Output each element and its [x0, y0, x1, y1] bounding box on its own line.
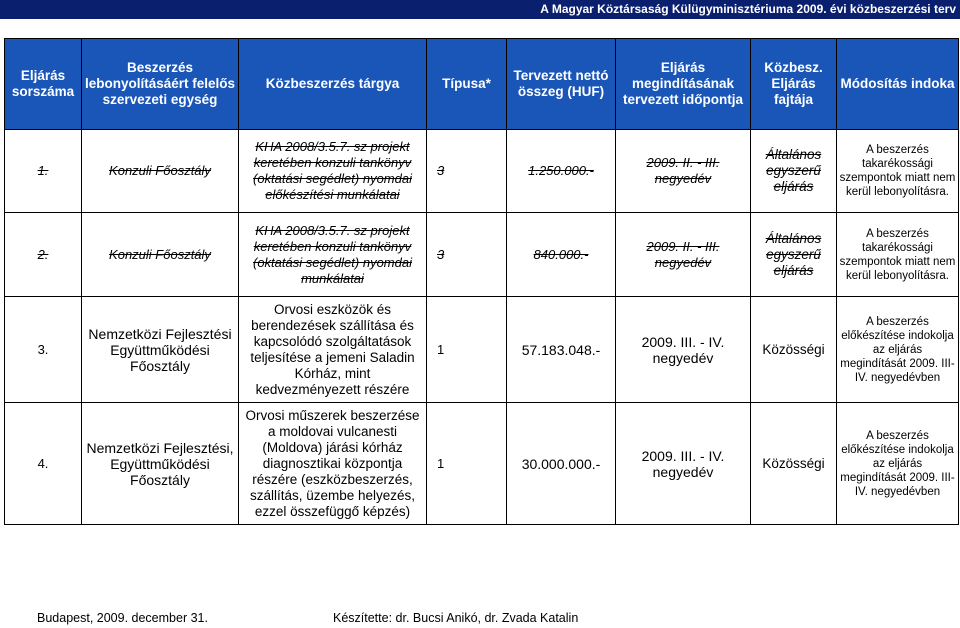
table-row	[5, 213, 959, 297]
footer-place-date: Budapest, 2009. december 31.	[37, 611, 208, 625]
row-unit: Konzuli Főosztály	[82, 130, 239, 213]
row-number: 3.	[5, 297, 82, 403]
row-kind: Általános egyszerű eljárás	[751, 130, 837, 213]
column-header-kind: Közbesz. Eljárás fajtája	[751, 39, 837, 130]
row-subject: KHA 2008/3.5.7. sz projekt keretében konzuli tankönyv (oktatási segédlet) nyomdai előkészítési munkálatai	[239, 130, 427, 213]
footer-author: Készítette: dr. Bucsi Anikó, dr. Zvada Katalin	[333, 611, 579, 625]
row-unit: Konzuli Főosztály	[82, 213, 239, 297]
table-row	[5, 130, 959, 213]
row-subject: Orvosi eszközök és berendezések szállítása és kapcsolódó szolgáltatások teljesítése a jemeni Saladin Kórház, mint kedvezményezett részére	[239, 297, 427, 403]
row-subject: KHA 2008/3.5.7. sz projekt keretében konzuli tankönyv (oktatási segédlet) nyomdai munkálatai	[239, 213, 427, 297]
column-header-unit: Beszerzés lebonyolításáért felelős szervezeti egység	[82, 39, 239, 130]
row-reason: A beszerzés takarékossági szempontok miatt nem kerül lebonyolításra.	[837, 130, 959, 213]
row-type: 3	[427, 213, 507, 297]
column-header-number: Eljárás sorszáma	[5, 39, 82, 130]
procurement-plan-table	[4, 38, 959, 525]
row-date: 2009. II. - III. negyedév	[616, 130, 751, 213]
row-type: 1	[427, 403, 507, 525]
row-date: 2009. III. - IV. negyedév	[616, 297, 751, 403]
row-date: 2009. III. - IV. negyedév	[616, 403, 751, 525]
row-kind: Közösségi	[751, 297, 837, 403]
row-subject: Orvosi műszerek beszerzése a moldovai vulcanesti (Moldova) járási kórház diagnosztikai központja részére (eszközbeszerzés, szállítás, üzembe helyezés, ezzel összefüggő képzés)	[239, 403, 427, 525]
row-number: 4.	[5, 403, 82, 525]
column-header-amount: Tervezett nettó összeg (HUF)	[507, 39, 616, 130]
table-row	[5, 297, 959, 403]
row-type: 1	[427, 297, 507, 403]
row-kind: Általános egyszerű eljárás	[751, 213, 837, 297]
column-header-date: Eljárás megindításának tervezett időpontja	[616, 39, 751, 130]
row-reason: A beszerzés előkészítése indokolja az eljárás megindítását 2009. III-IV. negyedévben	[837, 403, 959, 525]
row-amount: 30.000.000.-	[507, 403, 616, 525]
row-type: 3	[427, 130, 507, 213]
row-number: 2.	[5, 213, 82, 297]
column-header-subject: Közbeszerzés tárgya	[239, 39, 427, 130]
document-header-title: A Magyar Köztársaság Külügyminisztériuma 2009. évi közbeszerzési terv	[0, 0, 960, 19]
column-header-reason: Módosítás indoka	[837, 39, 959, 130]
row-number: 1.	[5, 130, 82, 213]
row-unit: Nemzetközi Fejlesztési, Együttműködési Főosztály	[82, 403, 239, 525]
row-reason: A beszerzés előkészítése indokolja az eljárás megindítását 2009. III-IV. negyedévben	[837, 297, 959, 403]
column-header-type: Típusa*	[427, 39, 507, 130]
row-unit: Nemzetközi Fejlesztési Együttműködési Főosztály	[82, 297, 239, 403]
row-amount: 1.250.000.-	[507, 130, 616, 213]
row-kind: Közösségi	[751, 403, 837, 525]
row-reason: A beszerzés takarékossági szempontok miatt nem kerül lebonyolításra.	[837, 213, 959, 297]
table-header-row	[5, 39, 959, 130]
row-amount: 57.183.048.-	[507, 297, 616, 403]
row-amount: 840.000.-	[507, 213, 616, 297]
row-date: 2009. II. - III. negyedév	[616, 213, 751, 297]
table-row	[5, 403, 959, 525]
